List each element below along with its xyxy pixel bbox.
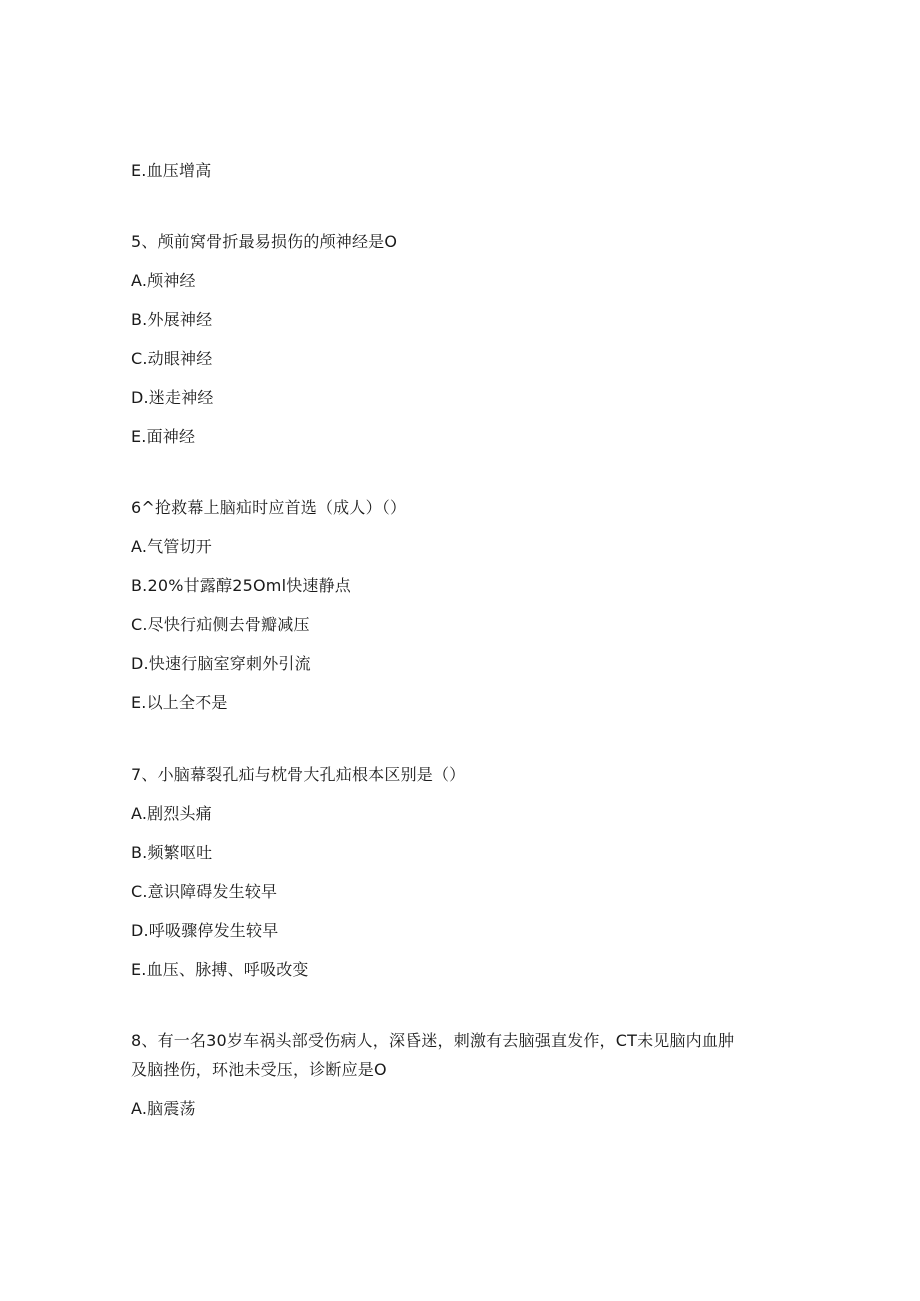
q7-option-e: E.血压、脉搏、呼吸改变 bbox=[131, 960, 309, 979]
q7-option-b: B.频繁呕吐 bbox=[131, 843, 213, 862]
q7-stem: 7、小脑幕裂孔疝与枕骨大孔疝根本区别是（） bbox=[131, 765, 466, 784]
q8-stem-line-2: 及脑挫伤，环池未受压，诊断应是O bbox=[131, 1060, 387, 1079]
q4-option-e: E.血压增高 bbox=[131, 161, 212, 180]
q5-option-e: E.面神经 bbox=[131, 427, 196, 446]
q6-option-a: A.气管切开 bbox=[131, 537, 212, 556]
q6-option-c: C.尽快行疝侧去骨瓣减压 bbox=[131, 615, 310, 634]
q5-option-b: B.外展神经 bbox=[131, 310, 213, 329]
q7-option-a: A.剧烈头痛 bbox=[131, 804, 212, 823]
q6-option-d: D.快速行脑室穿刺外引流 bbox=[131, 654, 311, 673]
q5-stem: 5、颅前窝骨折最易损伤的颅神经是O bbox=[131, 232, 398, 251]
q6-stem: 6^抢救幕上脑疝时应首选（成人）（） bbox=[131, 498, 407, 517]
q5-option-c: C.动眼神经 bbox=[131, 349, 213, 368]
q5-option-a: A.颅神经 bbox=[131, 271, 196, 290]
q8-stem-line-1: 8、有一名30岁车祸头部受伤病人，深昏迷，刺激有去脑强直发作，CT未见脑内血肿 bbox=[131, 1031, 735, 1050]
q6-option-b: B.20%甘露醇25Oml快速静点 bbox=[131, 576, 352, 595]
q7-option-c: C.意识障碍发生较早 bbox=[131, 882, 278, 901]
q6-option-e: E.以上全不是 bbox=[131, 693, 228, 712]
q5-option-d: D.迷走神经 bbox=[131, 388, 214, 407]
q8-option-a: A.脑震荡 bbox=[131, 1099, 196, 1118]
q7-option-d: D.呼吸骤停发生较早 bbox=[131, 921, 279, 940]
